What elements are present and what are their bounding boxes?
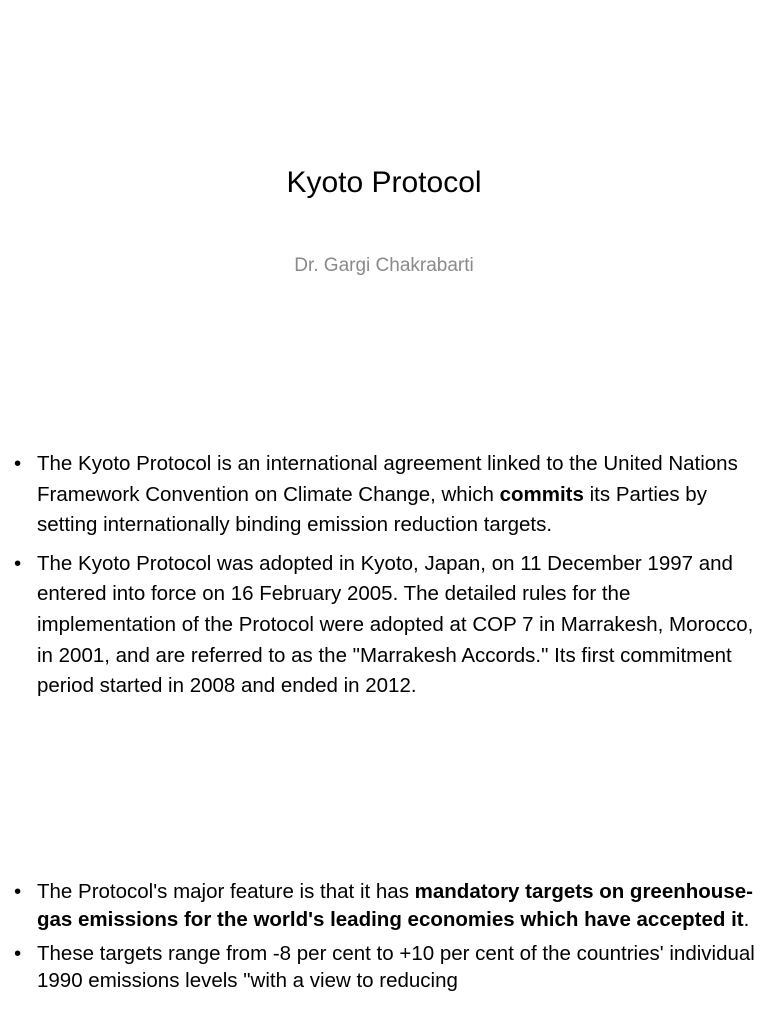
bullet-dot-icon: • [14,452,22,475]
bullet-text: The Protocol's major feature is that it has mandatory targets on greenhouse-gas emissions for the world's leading economies which have accepted it. [37,880,753,931]
bullet-item [14,549,756,702]
bullet-dot-icon: • [14,551,22,575]
bullet-text: The Kyoto Protocol was adopted in Kyoto, Japan, on 11 December 1997 and entered into force on 16 February 2005. The detailed rules for the implementation of the Protocol were adopted at COP 7 in Marrakesh, Morocco, in 2001, and are referred to as the "Marrakesh Accords." Its first commitment period started in 2008 and ended in 2012. [37,551,754,698]
bold-text: commits [499,482,584,506]
bullet-item [14,940,756,996]
bullet-item [14,449,756,541]
bold-text: mandatory targets on greenhouse-gas emissions for the world's leading economies which have accepted it [37,880,753,931]
bullet-item [14,878,756,934]
bullet-dot-icon: • [14,880,22,903]
slide-title: Kyoto Protocol [286,166,482,199]
bullet-list-features [14,878,756,1001]
slide-subtitle: Dr. Gargi Chakrabarti [294,255,474,276]
bullet-text: The Kyoto Protocol is an international agreement linked to the United Nations Framework Convention on Climate Change, which commits its Parties by setting internationally binding emission reduction targets. [37,452,738,537]
bullet-list-definition [14,449,756,710]
bullet-text: These targets range from -8 per cent to +10 per cent of the countries' individual 1990 emissions levels "with a view to reducing [37,941,755,993]
bullet-dot-icon: • [14,941,22,965]
